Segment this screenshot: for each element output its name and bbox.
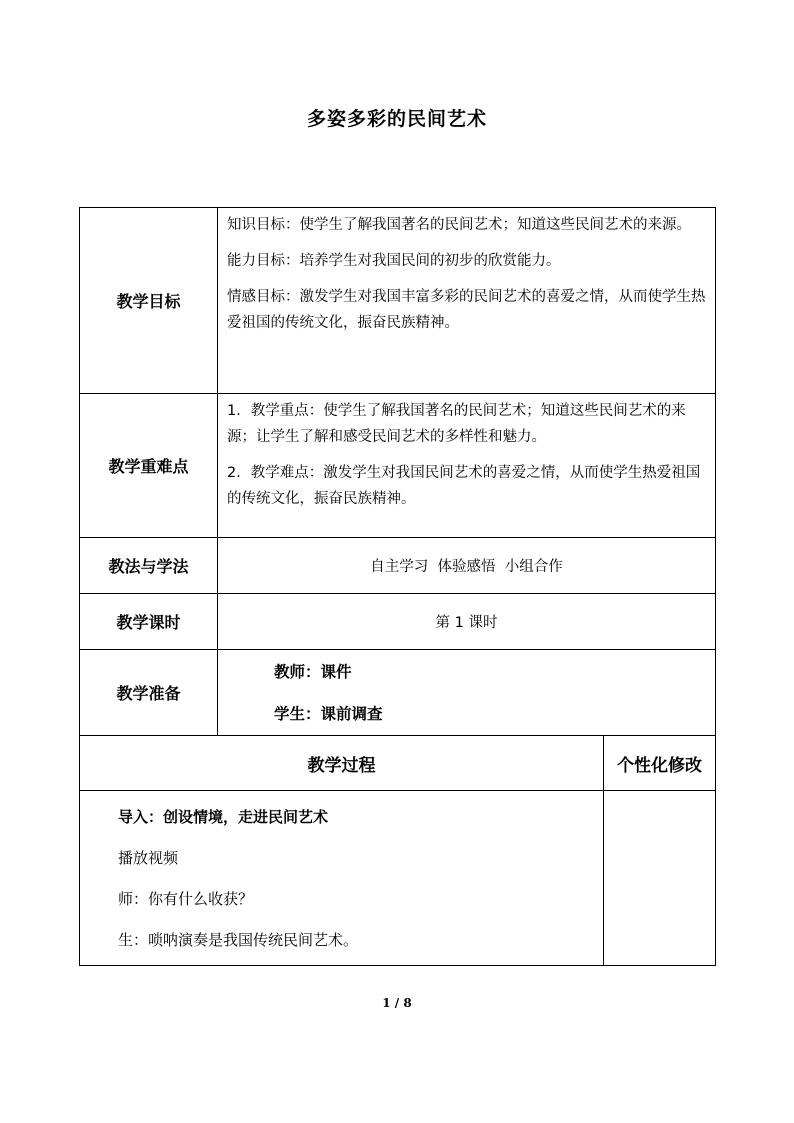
goals-row — [80, 208, 716, 394]
prep-teacher: 教师：课件 — [274, 662, 352, 681]
process-row — [80, 791, 716, 966]
methods-label: 教法与学法 — [80, 538, 218, 594]
process-line: 播放视频 — [118, 849, 179, 867]
keypoints-label: 教学重难点 — [80, 394, 218, 538]
prep-row — [80, 650, 716, 736]
hours-value: 第 1 课时 — [218, 594, 716, 650]
personalized-edit-header: 个性化修改 — [604, 736, 716, 791]
prep-content — [218, 650, 716, 736]
lesson-plan-table — [79, 207, 716, 966]
keypoints-content — [218, 394, 716, 538]
hours-label: 教学课时 — [80, 594, 218, 650]
prep-student: 学生：课前调查 — [274, 704, 383, 723]
goals-item: 知识目标：使学生了解我国著名的民间艺术；知道这些民间艺术的来源。 — [227, 217, 691, 233]
goals-item: 情感目标：激发学生对我国丰富多彩的民间艺术的喜爱之情，从而使学生热爱祖国的传统文化，振奋民族精神。 — [227, 289, 706, 331]
keypoints-item: 1．教学重点：使学生了解我国著名的民间艺术；知道这些民间艺术的来源；让学生了解和感受民间艺术的多样性和魅力。 — [227, 403, 686, 445]
goals-item: 能力目标：培养学生对我国民间的初步的欣赏能力。 — [227, 253, 561, 269]
page-title: 多姿多彩的民间艺术 — [306, 108, 487, 130]
process-header-row — [80, 736, 716, 791]
keypoints-item: 2．教学难点：激发学生对我国民间艺术的喜爱之情，从而使学生热爱祖国的传统文化，振奋民族精神。 — [227, 465, 701, 507]
process-content — [80, 791, 604, 966]
process-intro: 导入：创设情境，走进民间艺术 — [118, 808, 329, 826]
methods-row — [80, 538, 716, 594]
process-header: 教学过程 — [80, 736, 604, 791]
page-number: 1 / 8 — [382, 996, 412, 1010]
methods-value: 自主学习 体验感悟 小组合作 — [218, 538, 716, 594]
personalized-edit-cell — [604, 791, 716, 966]
process-line: 生：唢呐演奏是我国传统民间艺术。 — [118, 931, 359, 949]
goals-label: 教学目标 — [80, 208, 218, 394]
process-line: 师：你有什么收获？ — [118, 890, 254, 908]
keypoints-row — [80, 394, 716, 538]
prep-label: 教学准备 — [80, 650, 218, 736]
goals-content — [218, 208, 716, 394]
hours-row — [80, 594, 716, 650]
